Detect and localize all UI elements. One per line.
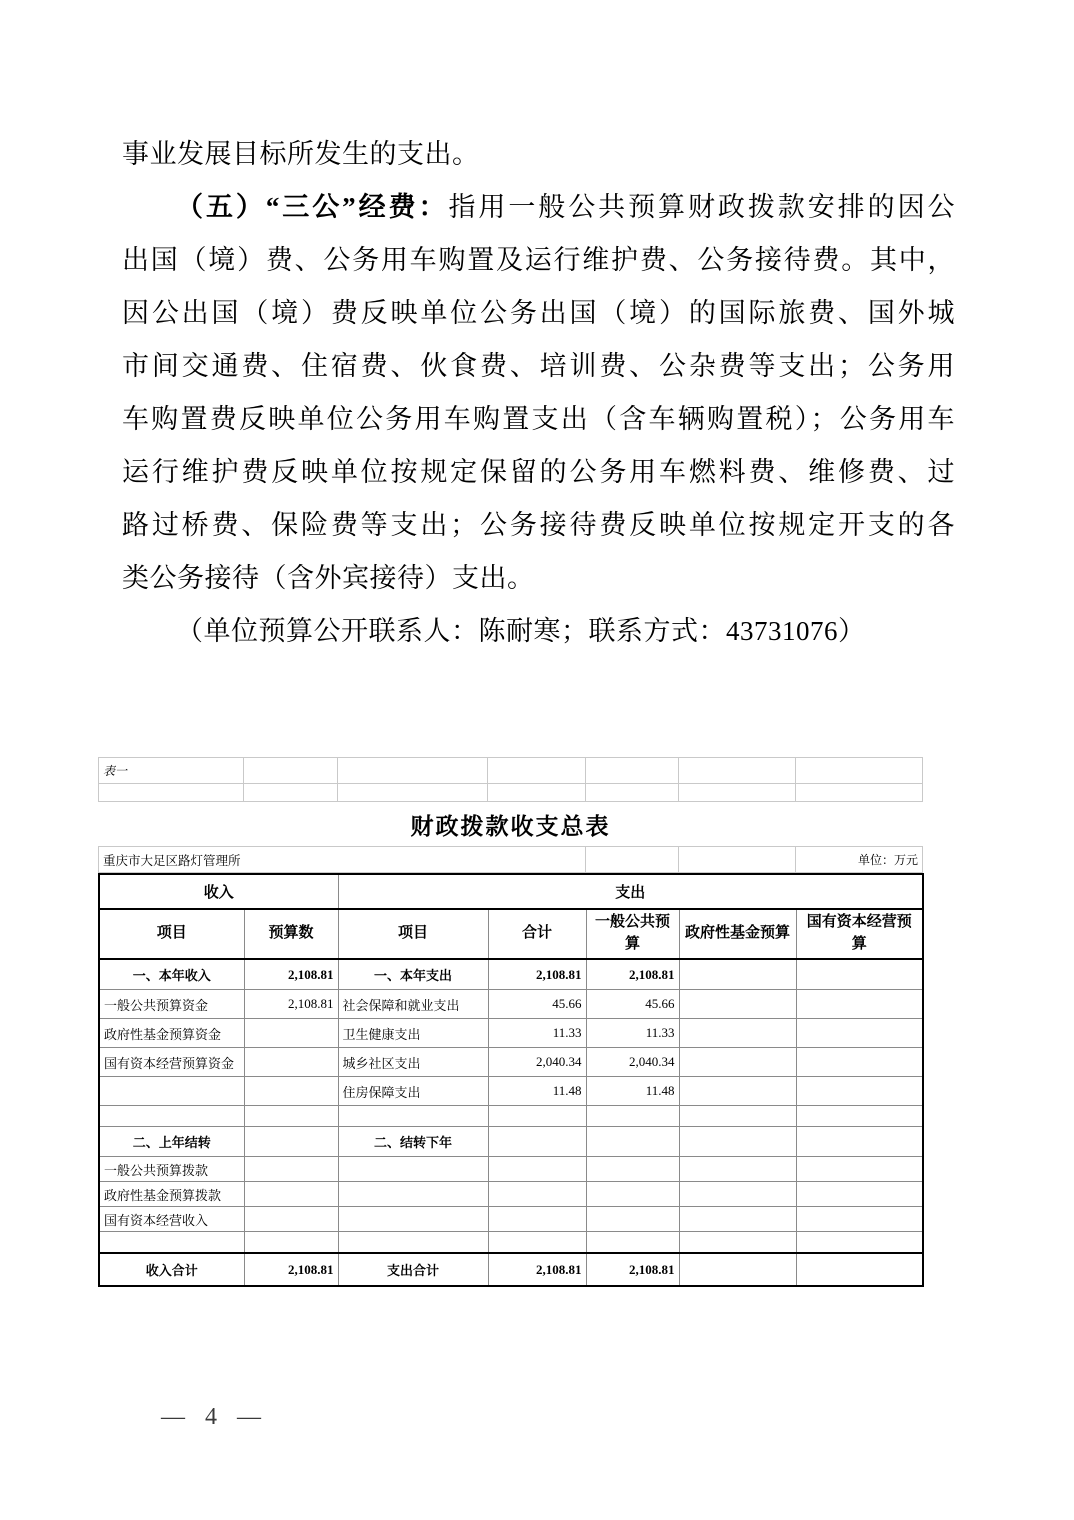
table-tag-row [99,758,923,784]
table-cell [244,1127,338,1157]
table-cell [244,1077,338,1106]
body-line: 车购置费反映单位公务用车购置支出（含车辆购置税）；公务用车 [122,404,955,434]
table-cell: 2,108.81 [586,1253,679,1286]
table-cell: 住房保障支出 [338,1077,488,1106]
income-section-header: 收入 [99,874,338,909]
column-header-row [99,909,923,959]
table-cell: 2,108.81 [244,1253,338,1286]
table-cell [244,1232,338,1254]
grid-cell [679,847,796,873]
grid-cell [338,784,488,802]
table-cell [796,1157,923,1182]
table-header-grid [98,757,923,873]
contact-line: （单位预算公开联系人：陈耐寒；联系方式：43731076） [176,616,866,646]
table-cell: 政府性基金预算资金 [99,1019,244,1048]
table-cell [488,1232,586,1254]
table-row [99,1182,923,1207]
table-cell [796,1019,923,1048]
table-cell: 一、本年收入 [99,959,244,990]
table-cell [679,959,796,990]
empty-grid-row [99,784,923,802]
table-cell [586,1157,679,1182]
column-header: 一般公共预算 [586,909,679,959]
expense-section-header: 支出 [338,874,923,909]
table-cell [338,1106,488,1127]
table-cell [796,1048,923,1077]
table-cell [796,1106,923,1127]
grid-cell [244,758,338,784]
table-cell: 2,108.81 [488,959,586,990]
table-cell [488,1127,586,1157]
table-row [99,1127,923,1157]
body-line: 市间交通费、住宿费、伙食费、培训费、公杂费等支出；公务用 [122,351,955,381]
grid-cell [338,758,488,784]
table-cell [796,1077,923,1106]
table-row [99,1019,923,1048]
table-cell [99,1077,244,1106]
table-cell [338,1157,488,1182]
table-cell [679,1106,796,1127]
body-line: 事业发展目标所发生的支出。 [122,139,480,169]
table-cell: 二、结转下年 [338,1127,488,1157]
table-cell [796,990,923,1019]
table-cell [679,1253,796,1286]
grid-cell [586,758,679,784]
table-cell: 2,108.81 [586,959,679,990]
table-cell: 社会保障和就业支出 [338,990,488,1019]
table-cell [586,1106,679,1127]
table-row [99,1106,923,1127]
table-cell [338,1182,488,1207]
grid-cell [796,758,923,784]
table-cell: 政府性基金预算拨款 [99,1182,244,1207]
column-header: 政府性基金预算 [679,909,796,959]
table-cell [679,1077,796,1106]
table-cell [244,1048,338,1077]
paragraph-lead-bold: （五）“三公”经费： [176,192,449,222]
table-cell [99,1232,244,1254]
column-header: 合计 [488,909,586,959]
table-cell [99,1106,244,1127]
grid-cell [586,847,679,873]
table-cell: 2,040.34 [586,1048,679,1077]
grid-cell [679,784,796,802]
table-row [99,1048,923,1077]
table-cell: 卫生健康支出 [338,1019,488,1048]
table-cell [796,1232,923,1254]
table-cell [488,1106,586,1127]
table-cell [244,1157,338,1182]
grid-cell [488,758,586,784]
org-unit-row [99,847,923,873]
table-cell [796,959,923,990]
table-title: 财政拨款收支总表 [410,813,611,839]
table-cell [796,1253,923,1286]
table-cell: 45.66 [586,990,679,1019]
table-cell [338,1232,488,1254]
grid-cell [488,784,586,802]
table-row [99,1253,923,1286]
body-line: 类公务接待（含外宾接待）支出。 [122,563,535,593]
table-cell: 一般公共预算拨款 [99,1157,244,1182]
table-cell [796,1182,923,1207]
unit-note: 单位：万元 [796,847,923,873]
table-cell: 2,108.81 [244,959,338,990]
table-cell [488,1182,586,1207]
table-cell [586,1232,679,1254]
section-header-row [99,874,923,909]
table-title-row [99,802,923,847]
table-cell [586,1207,679,1232]
grid-cell [99,784,244,802]
table-cell [586,1182,679,1207]
table-cell: 11.48 [488,1077,586,1106]
table-cell: 11.48 [586,1077,679,1106]
column-header: 国有资本经营预算 [796,909,923,959]
table-cell: 一般公共预算资金 [99,990,244,1019]
table-cell [679,990,796,1019]
table-cell [679,1019,796,1048]
table-row [99,1207,923,1232]
table-cell: 城乡社区支出 [338,1048,488,1077]
table-cell: 2,040.34 [488,1048,586,1077]
paragraph-text: 指用一般公共预算财政拨款安排的因公 [448,192,956,222]
table-row [99,990,923,1019]
table-cell: 一、本年支出 [338,959,488,990]
table-cell: 11.33 [586,1019,679,1048]
table-cell [244,1207,338,1232]
table-cell [244,1106,338,1127]
table-row [99,959,923,990]
table-cell: 2,108.81 [488,1253,586,1286]
table-cell [679,1048,796,1077]
org-name: 重庆市大足区路灯管理所 [99,847,586,873]
table-cell [586,1127,679,1157]
body-line: 出国（境）费、公务用车购置及运行维护费、公务接待费。其中， [122,245,955,275]
table-cell [679,1127,796,1157]
table-row [99,1232,923,1254]
body-line: 运行维护费反映单位按规定保留的公务用车燃料费、维修费、过 [122,457,955,487]
table-cell [796,1207,923,1232]
table-cell [244,1182,338,1207]
table-cell [679,1182,796,1207]
grid-cell [586,784,679,802]
table-cell [244,1019,338,1048]
table-tag: 表一 [99,758,244,784]
grid-cell [679,758,796,784]
summary-table-body [99,959,923,1286]
table-cell [679,1157,796,1182]
table-row [99,1077,923,1106]
column-header: 预算数 [244,909,338,959]
budget-table-block [98,757,922,1287]
column-header: 项目 [99,909,244,959]
table-cell: 二、上年结转 [99,1127,244,1157]
table-row [99,1157,923,1182]
body-text [122,128,955,658]
table-cell [796,1127,923,1157]
table-cell: 2,108.81 [244,990,338,1019]
table-cell [488,1207,586,1232]
page-number: — 4 — [161,1404,261,1430]
table-cell [679,1232,796,1254]
body-line: 因公出国（境）费反映单位公务出国（境）的国际旅费、国外城 [122,298,955,328]
table-cell [488,1157,586,1182]
grid-cell [244,784,338,802]
table-cell: 支出合计 [338,1253,488,1286]
grid-cell [796,784,923,802]
column-header: 项目 [338,909,488,959]
table-cell [338,1207,488,1232]
table-cell: 国有资本经营预算资金 [99,1048,244,1077]
body-line [122,181,955,234]
body-line: 路过桥费、保险费等支出；公务接待费反映单位按规定开支的各 [122,510,955,540]
table-cell: 11.33 [488,1019,586,1048]
table-cell: 国有资本经营收入 [99,1207,244,1232]
table-cell [679,1207,796,1232]
summary-table [98,873,924,1287]
table-cell: 45.66 [488,990,586,1019]
table-cell: 收入合计 [99,1253,244,1286]
